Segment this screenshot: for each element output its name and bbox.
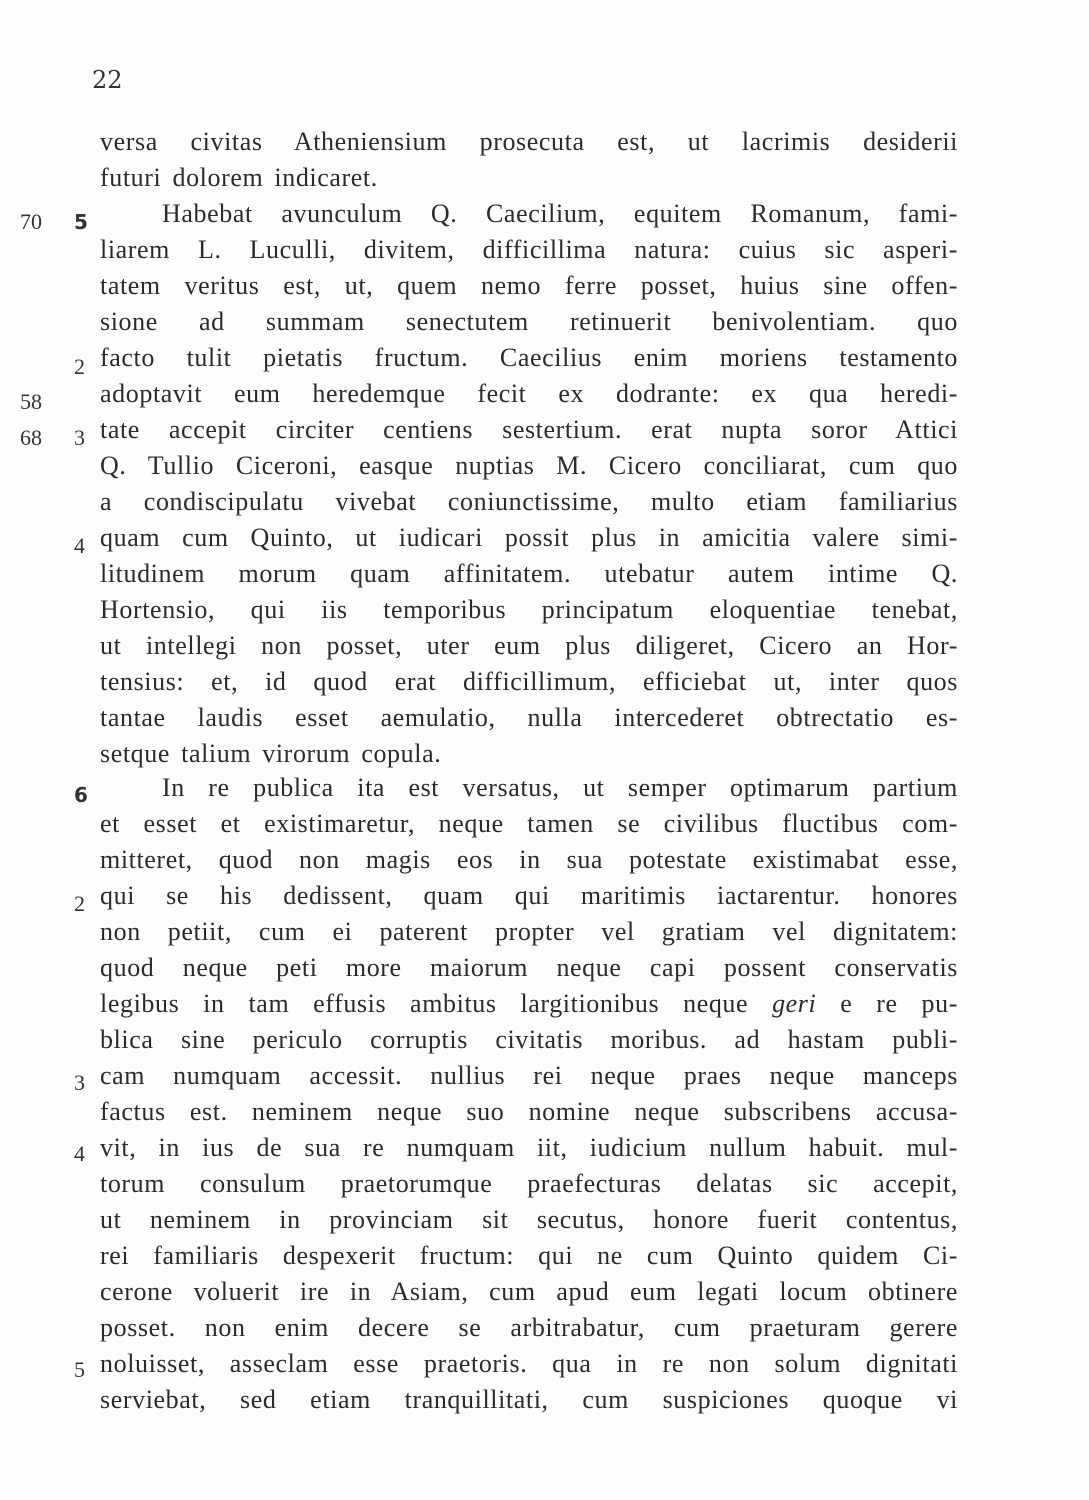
page-number: 22 [92,66,123,94]
text-line: Hortensio, qui iis temporibus principatum eloquentiae tenebat, [100,595,958,624]
margin-ref-68: 68 [20,425,42,450]
text-line: ut intellegi non posset, uter eum plus diligeret, Cicero an Hor- [100,631,958,660]
text-segment: legibus in tam effusis ambitus largitionibus neque [100,989,749,1018]
text-line: ut neminem in provinciam sit secutus, honore fuerit contentus, [100,1205,958,1234]
text-line: non petiit, cum ei paterent propter vel gratiam vel dignitatem: [100,917,958,946]
italic-word: geri [772,989,817,1018]
text-line: Q. Tullio Ciceroni, easque nuptias M. Cicero conciliarat, cum quo [100,451,958,480]
section-number-3: 3 [74,425,85,450]
text-line: futuri dolorem indicaret. [100,163,378,192]
chapter-number-5: 5 [74,210,88,234]
text-line: quam cum Quinto, ut iudicari possit plus in amicitia valere simi- [100,523,958,552]
text-line: tatem veritus est, ut, quem nemo ferre posset, huius sine offen- [100,271,958,300]
section-number-5: 5 [74,1357,85,1382]
text-line: factus est. neminem neque suo nomine neque subscribens accusa- [100,1097,958,1126]
text-line: cerone voluerit ire in Asiam, cum apud eum legati locum obtinere [100,1277,958,1306]
text-line: cam numquam accessit. nullius rei neque praes neque manceps [100,1061,958,1090]
text-line: rei familiaris despexerit fructum: qui ne cum Quinto quidem Ci- [100,1241,958,1270]
text-line [100,989,958,1019]
text-segment: e re pu- [840,989,958,1018]
text-line: setque talium virorum copula. [100,739,442,768]
text-segment: Habebat avunculum Q. Caecilium, equitem Romanum, fami- [162,199,958,228]
text-line: tantae laudis esset aemulatio, nulla intercederet obtrectatio es- [100,703,958,732]
text-line: tate accepit circiter centiens sestertium. erat nupta soror Attici [100,415,958,444]
text-line: noluisset, asseclam esse praetoris. qua in re non solum dignitati [100,1349,958,1378]
text-line: qui se his dedissent, quam qui maritimis iactarentur. honores [100,881,958,910]
text-line: serviebat, sed etiam tranquillitati, cum suspiciones quoque vi [100,1385,958,1414]
text-line: litudinem morum quam affinitatem. utebatur autem intime Q. [100,559,958,588]
text-line: mitteret, quod non magis eos in sua potestate existimabat esse, [100,845,958,874]
section-number-3: 3 [74,1070,85,1095]
chapter-number-6: 6 [74,783,88,807]
margin-ref-70: 70 [20,209,42,234]
text-line: torum consulum praetorumque praefecturas delatas sic accepit, [100,1169,958,1198]
text-line: a condiscipulatu vivebat coniunctissime, multo etiam familiarius [100,487,958,516]
margin-ref-58: 58 [20,389,42,414]
text-line: posset. non enim decere se arbitrabatur, cum praeturam gerere [100,1313,958,1342]
text-line: liarem L. Luculli, divitem, difficillima natura: cuius sic asperi- [100,235,958,264]
text-line: sione ad summam senectutem retinuerit benivolentiam. quo [100,307,958,336]
text-line: vit, in ius de sua re numquam iit, iudicium nullum habuit. mul- [100,1133,958,1162]
section-number-2: 2 [74,354,85,379]
text-line: et esset et existimaretur, neque tamen se civilibus fluctibus com- [100,809,958,838]
text-segment: In re publica ita est versatus, ut semper optimarum partium [162,773,958,802]
text-line: facto tulit pietatis fructum. Caecilius enim moriens testamento [100,343,958,372]
section-number-4: 4 [74,1141,85,1166]
text-line: blica sine periculo corruptis civitatis moribus. ad hastam publi- [100,1025,958,1054]
text-line: versa civitas Atheniensium prosecuta est, ut lacrimis desiderii [100,127,958,156]
text-line: quod neque peti more maiorum neque capi possent conservatis [100,953,958,982]
section-number-2: 2 [74,891,85,916]
text-line [100,773,958,803]
text-line: adoptavit eum heredemque fecit ex dodrante: ex qua heredi- [100,379,958,408]
section-number-4: 4 [74,533,85,558]
text-line: tensius: et, id quod erat difficillimum, efficiebat ut, inter quos [100,667,958,696]
text-line [100,199,958,229]
